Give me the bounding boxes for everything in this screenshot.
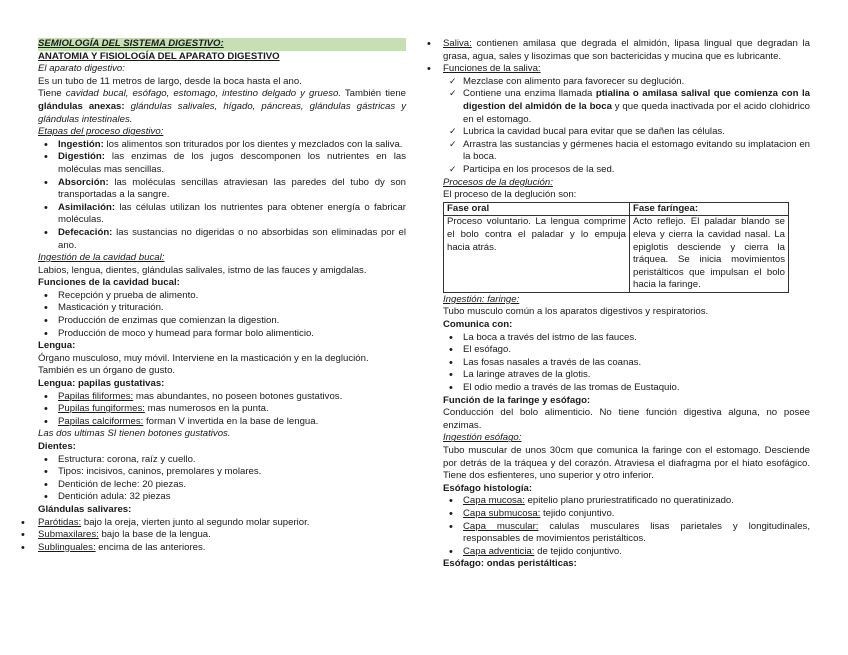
- list-item: • Absorción: las moléculas sencillas atraviesan las paredes del tubo dy son transportadas a la sangre.: [38, 177, 406, 202]
- list-item: ✓ Participa en los procesos de la sed.: [443, 164, 810, 177]
- list-item: ✓ Contiene una enzima llamada ptialina o amilasa salival que comienza con la digestion del almidón de la boca y que queda inactivada por el acido clohidrico en el estomago.: [443, 88, 810, 126]
- glandulas-list: [38, 517, 406, 555]
- list-item: • Capa muscular: calulas musculares lisas parietales y longitudinales, responsables de movimientos peristálticos.: [443, 521, 810, 546]
- list-item: • Pupilas fungiformes: mas numerosos en la punta.: [38, 403, 406, 416]
- deglucion-table: [443, 202, 789, 293]
- list-item: • Sublinguales: encima de las anteriores.: [18, 542, 406, 555]
- heading-lengua: Lengua:: [38, 340, 76, 352]
- list-item: • Estructura: corona, raíz y cuello.: [38, 454, 406, 467]
- list-item: • Masticación y trituración.: [38, 302, 406, 315]
- fase-faringea-cell: Acto reflejo. El paladar blando se eleva y cierra la cavidad nasal. La epiglotis desciende y cierra la tráquea. Se inicia movimientos peristálticos que impulsan el bolo hacia la faringe.: [630, 216, 789, 293]
- heading-comunica: Comunica con:: [443, 319, 513, 331]
- heading-deglucion: Procesos de la deglución:: [443, 176, 553, 188]
- aparato-text-1: Es un tubo de 11 metros de largo, desde la boca hasta el ano.: [38, 75, 302, 87]
- list-item: • Capa submucosa: tejido conjuntivo.: [443, 508, 810, 521]
- capas-list: [443, 495, 810, 558]
- right-column: [443, 38, 810, 571]
- heading-ingestion-bucal: Ingestión de la cavidad bucal:: [38, 252, 165, 264]
- heading-aparato: El aparato digestivo:: [38, 63, 125, 75]
- funciones-saliva-list: [443, 76, 810, 177]
- list-item: • Capa mucosa: epitelio plano pruriestratificado no queratinizado.: [443, 495, 810, 508]
- list-item: ✓ Arrastra las sustancias y gérmenes hacia el estomago evitando su implatacion en la boca.: [443, 139, 810, 164]
- fase-oral-cell: Proceso voluntario. La lengua comprime el bolo contra el paladar y lo empuja hacia atrás.: [444, 216, 630, 293]
- list-item: • Funciones de la saliva:: [443, 63, 810, 76]
- deglucion-intro: El proceso de la deglución son:: [443, 189, 577, 201]
- list-item: ✓ Mezclase con alimento para favorecer su deglución.: [443, 76, 810, 89]
- papilas-note: Las dos ultimas SI tienen botones gustativos.: [38, 428, 231, 440]
- list-item: • Dentición de leche: 20 piezas.: [38, 479, 406, 492]
- list-item: • Asimilación: las células utilizan los nutrientes para obtener energía o fabricar moléculas.: [38, 202, 406, 227]
- comunica-list: [443, 332, 810, 395]
- esofago-text: Tubo muscular de unos 30cm que comunica la faringe con el estomago. Desciende por detrás de la tráquea y del corazón. Atraviesa el diafragma por el hiato esofágico. Tiene dos esfienteres, uno superior y otro inferior.: [443, 445, 810, 482]
- heading-glandulas: Glándulas salivares:: [38, 503, 132, 515]
- list-item: • Ingestión: los alimentos son triturados por los dientes y mezclados con la saliva.: [38, 139, 406, 152]
- ingestion-text: Labios, lengua, dientes, glándulas salivales, istmo de las fauces y amigdalas.: [38, 264, 367, 276]
- heading-dientes: Dientes:: [38, 441, 76, 452]
- list-item: • Saliva: contienen amilasa que degrada el almidón, lipasa lingual que degradan la grasa, agua, sales y lisozimas que son bactericidas y mucina que es lubricante.: [443, 38, 810, 63]
- heading-ondas: Esófago: ondas peristálticas:: [443, 558, 577, 570]
- section-title-anatomia: ANATOMIA Y FISIOLOGÍA DEL APARATO DIGESTIVO: [38, 50, 280, 62]
- left-column: [38, 38, 406, 554]
- heading-faringe: Ingestión: faringe:: [443, 293, 520, 305]
- faringe-text: Tubo musculo común a los aparatos digestivos y respiratorios.: [443, 306, 709, 318]
- list-item: • Dentición adula: 32 piezas: [38, 491, 406, 504]
- heading-esofago: Ingestión esófago:: [443, 432, 522, 444]
- heading-funciones-bucal: Funciones de la cavidad bucal:: [38, 277, 180, 289]
- heading-papilas: Lengua: papilas gustativas:: [38, 378, 165, 390]
- fase-oral-header: Fase oral: [444, 202, 630, 216]
- fase-faringea-header: Fase faríngea:: [630, 202, 789, 216]
- list-item: • Producción de moco y humead para formar bolo alimenticio.: [38, 328, 406, 341]
- list-item: • Recepción y prueba de alimento.: [38, 290, 406, 303]
- list-item: • Producción de enzimas que comienzan la digestion.: [38, 315, 406, 328]
- list-item: • Papilas filiformes: mas abundantes, no poseen botones gustativos.: [38, 391, 406, 404]
- heading-etapas: Etapas del proceso digestivo:: [38, 126, 164, 138]
- list-item: • La boca a través del istmo de las fauces.: [443, 332, 810, 345]
- list-item: • La laringe atraves de la glotis.: [443, 369, 810, 382]
- list-item: • Las fosas nasales a través de las coanas.: [443, 357, 810, 370]
- funcion-faringe-text: Conducción del bolo alimenticio. No tiene función digestiva alguna, no posee enzimas.: [443, 407, 810, 431]
- list-item: • El esófago.: [443, 344, 810, 357]
- saliva-list: [443, 38, 810, 76]
- list-item: • Digestión: las enzimas de los jugos descomponen los nutrientes en las moléculas mas sencillas.: [38, 151, 406, 176]
- papilas-list: [38, 391, 406, 429]
- list-item: ✓ Lubrica la cavidad bucal para evitar que se dañen las células.: [443, 126, 810, 139]
- list-item: • Capa adventicia: de tejido conjuntivo.: [443, 546, 810, 559]
- list-item: • Tipos: incisivos, caninos, premolares y molares.: [38, 466, 406, 479]
- list-item: • Papilas calciformes: forman V invertida en la base de lengua.: [38, 416, 406, 429]
- heading-funcion-faringe: Función de la faringe y esófago:: [443, 394, 591, 406]
- list-item: • Defecación: las sustancias no digeridas o no absorbidas son eliminadas por el ano.: [38, 227, 406, 252]
- list-item: • Submaxilares: bajo la base de la lengua.: [18, 529, 406, 542]
- dientes-list: [38, 454, 406, 504]
- heading-histologia: Esófago histología:: [443, 482, 533, 494]
- list-item: • Parótidas: bajo la oreja, vierten junto al segundo molar superior.: [18, 517, 406, 530]
- document-title: SEMIOLOGÍA DEL SISTEMA DIGESTIVO:: [38, 38, 406, 51]
- etapas-list: [38, 139, 406, 252]
- list-item: • El odio medio a través de las tromas de Eustaquio.: [443, 382, 810, 395]
- funciones-list: [38, 290, 406, 340]
- lengua-text: Órgano musculoso, muy móvil. Interviene en la masticación y en la deglución. También es un órgano de gusto.: [38, 352, 369, 377]
- aparato-text-2: Tiene cavidad bucal, esófago, estomago, intestino delgado y grueso. También tiene glándulas anexas: glándulas salivales, hígado, páncreas, glándulas gástricas y glándulas intestinales.: [38, 88, 406, 125]
